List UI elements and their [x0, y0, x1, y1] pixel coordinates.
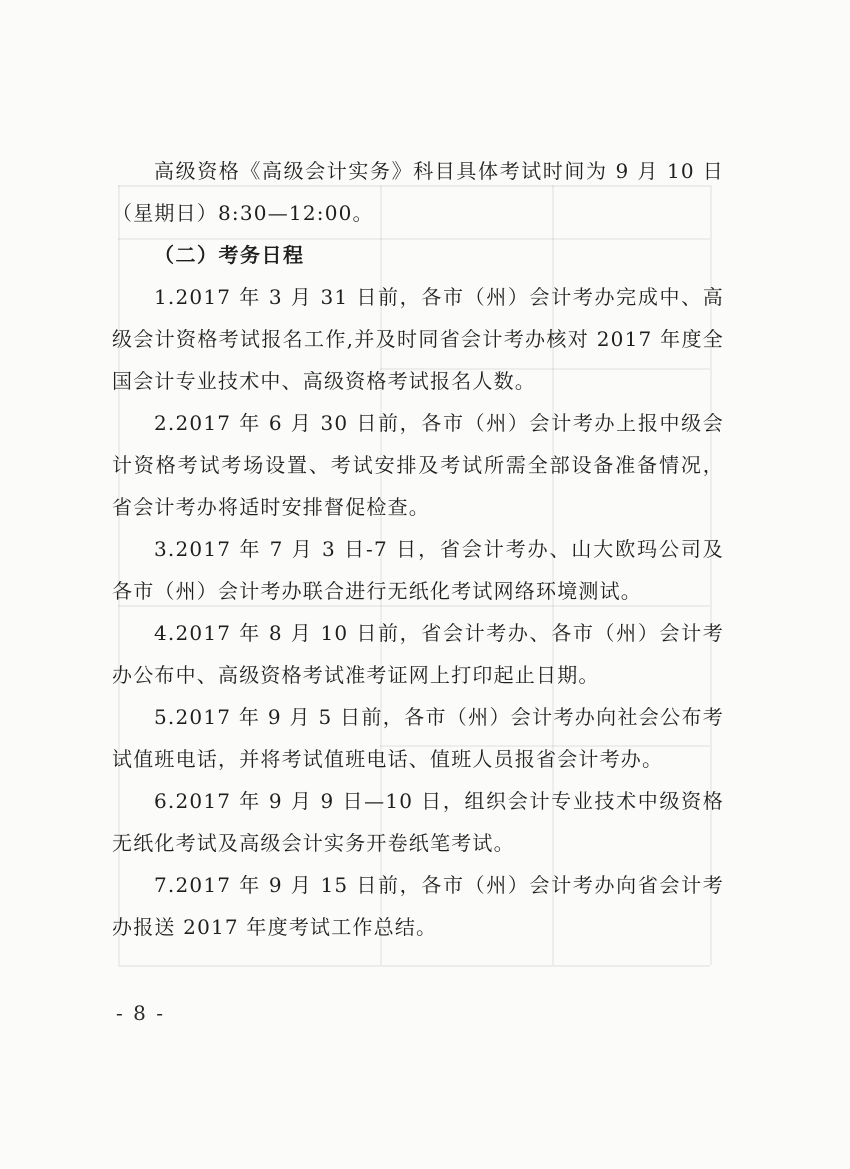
schedule-item: 5.2017 年 9 月 5 日前，各市（州）会计考办向社会公布考试值班电话，并将考试值班电话、值班人员报省会计考办。 [112, 705, 724, 771]
schedule-item: 4.2017 年 8 月 10 日前，省会计考办、各市（州）会计考办公布中、高级资格考试准考证网上打印起止日期。 [112, 621, 724, 687]
paragraph: 高级资格《高级会计实务》科目具体考试时间为 9 月 10 日（星期日）8:30—12:00。 [112, 159, 724, 225]
schedule-item: 1.2017 年 3 月 31 日前，各市（州）会计考办完成中、高级会计资格考试报名工作,并及时同省会计考办核对 2017 年度全国会计专业技术中、高级资格考试报名人数。 [112, 285, 724, 393]
schedule-item: 6.2017 年 9 月 9 日—10 日，组织会计专业技术中级资格无纸化考试及高级会计实务开卷纸笔考试。 [112, 789, 724, 855]
schedule-item: 2.2017 年 6 月 30 日前，各市（州）会计考办上报中级会计资格考试考场设置、考试安排及考试所需全部设备准备情况，省会计考办将适时安排督促检查。 [112, 411, 724, 519]
page-number: - 8 - [116, 1001, 165, 1025]
section-heading: （二）考务日程 [154, 243, 305, 267]
ghost-table-line [118, 965, 710, 967]
document-body [112, 150, 724, 948]
schedule-item: 7.2017 年 9 月 15 日前，各市（州）会计考办向省会计考办报送 2017 年度考试工作总结。 [112, 873, 724, 939]
schedule-item: 3.2017 年 7 月 3 日-7 日，省会计考办、山大欧玛公司及各市（州）会计考办联合进行无纸化考试网络环境测试。 [112, 537, 724, 603]
